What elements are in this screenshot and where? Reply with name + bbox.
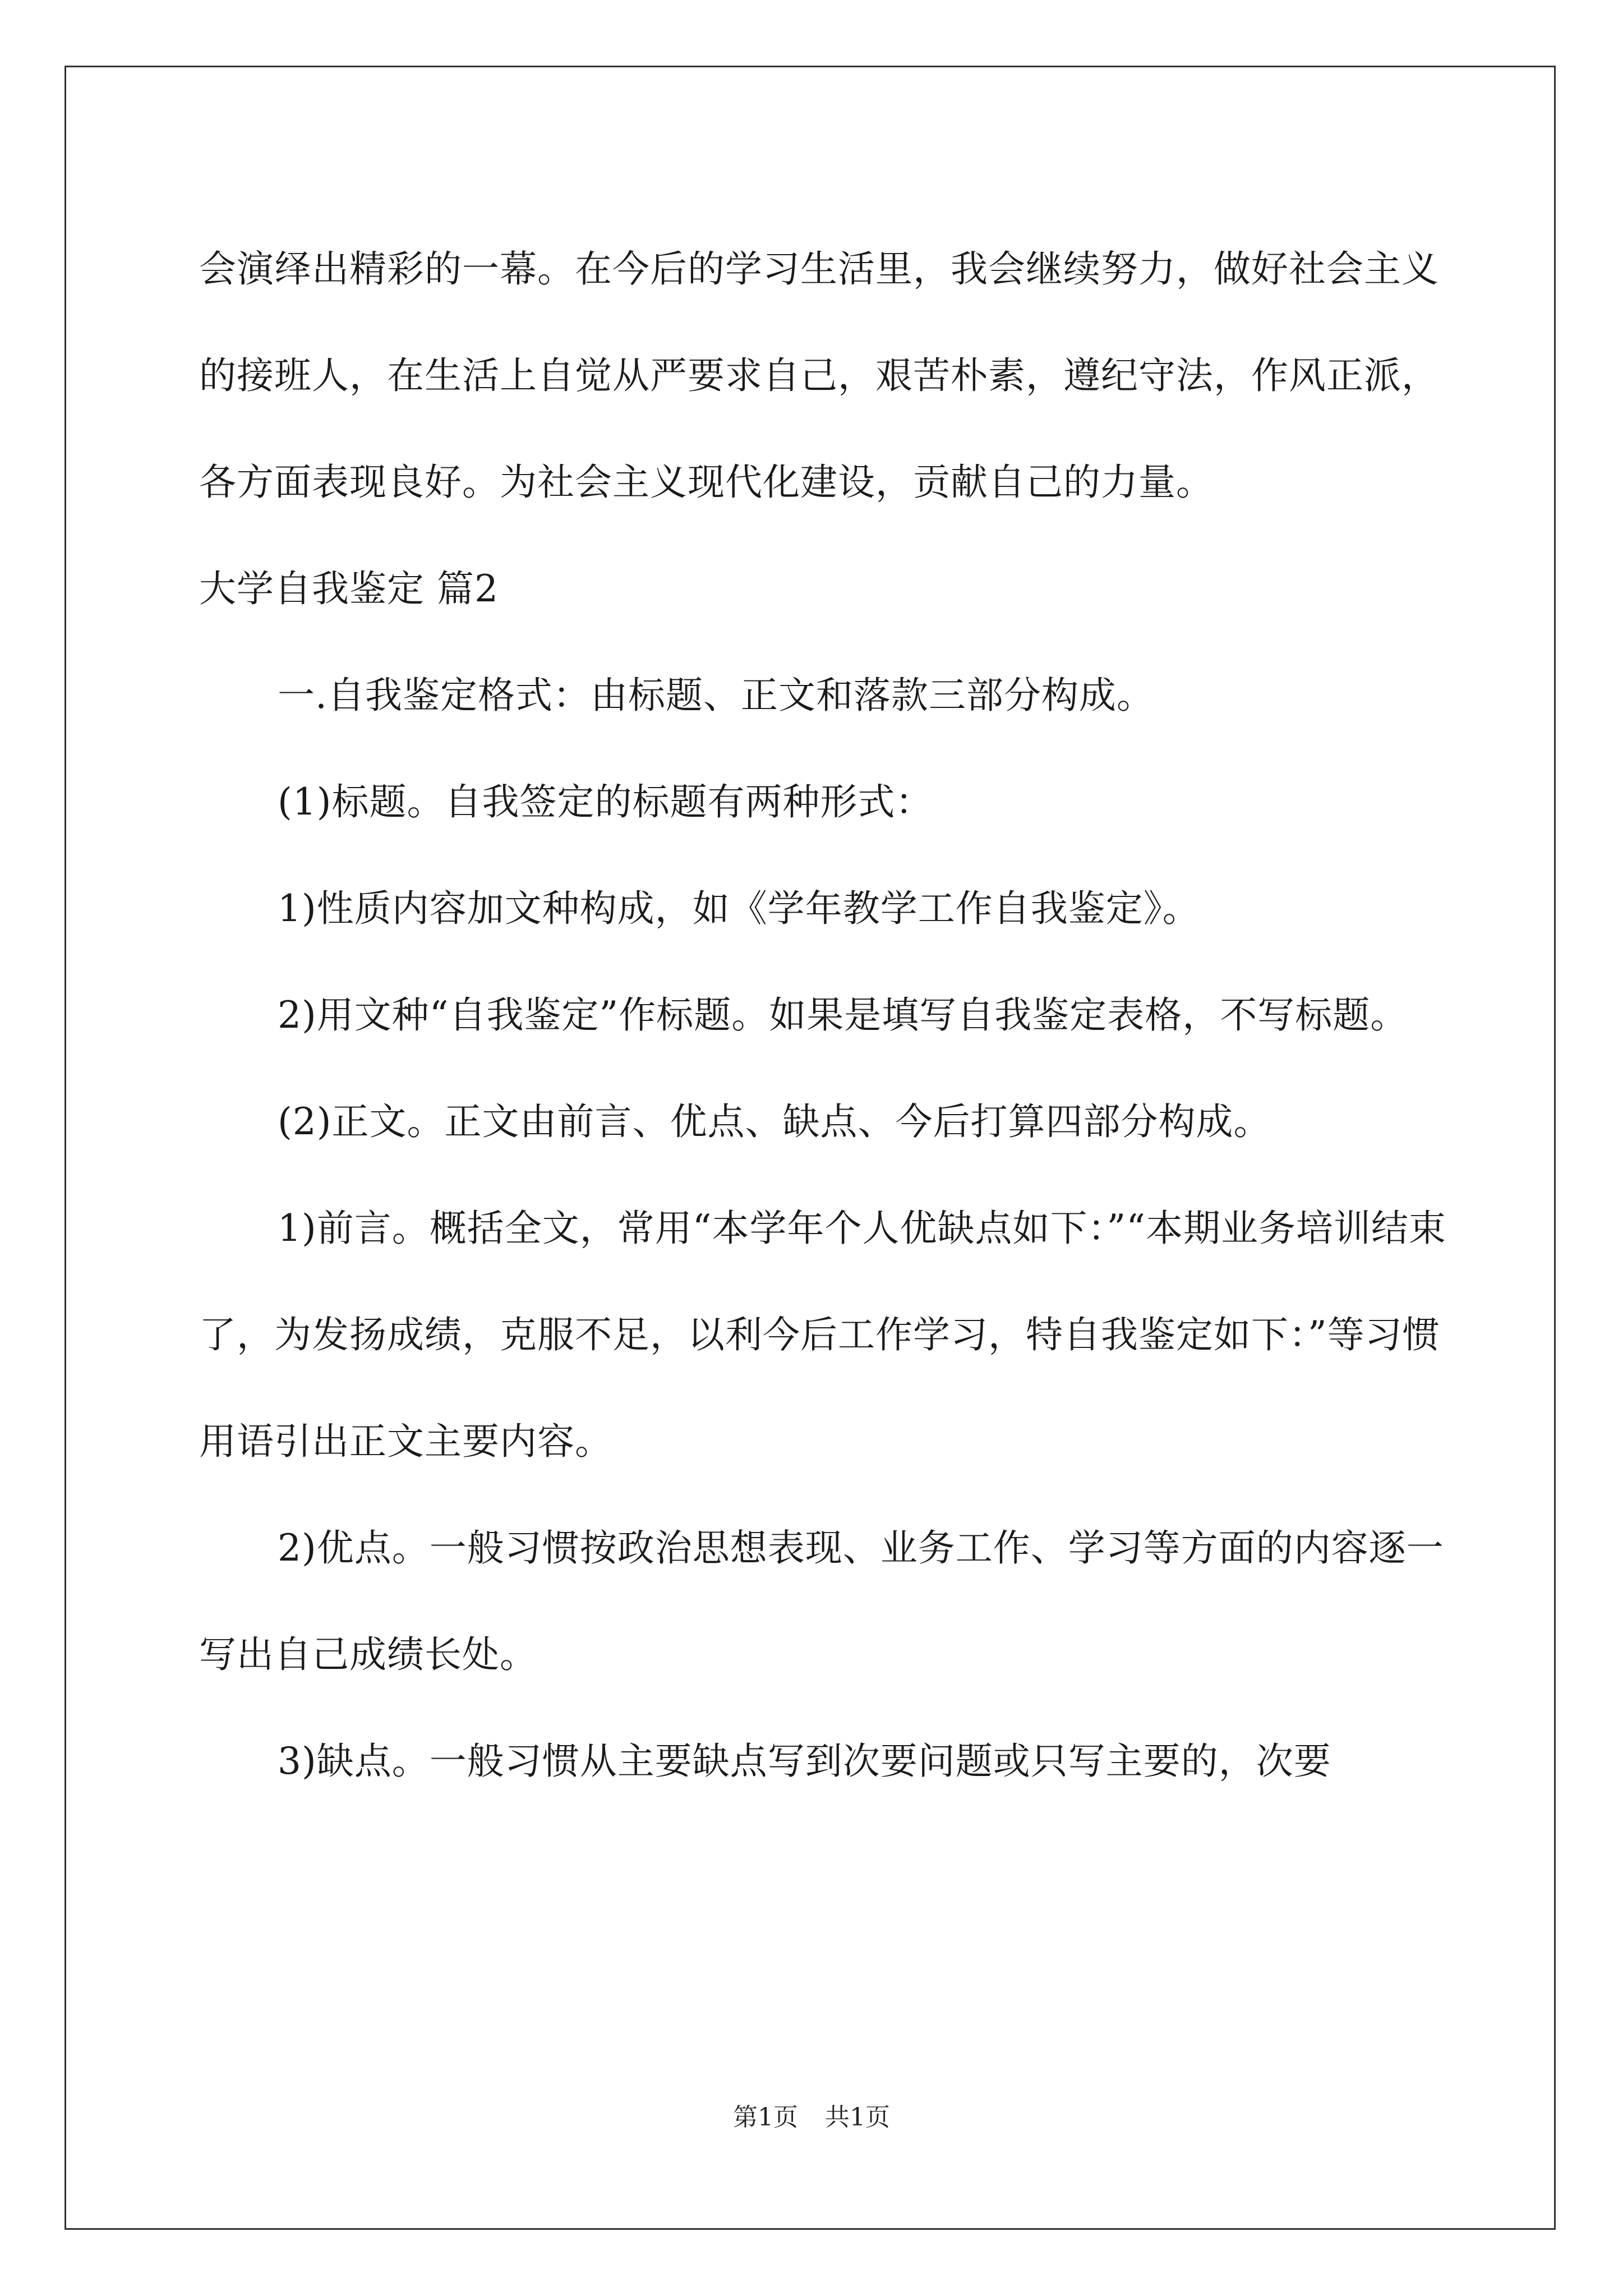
section-heading: 大学自我鉴定 篇2 xyxy=(199,567,499,610)
body-paragraph: (1)标题。自我签定的标题有两种形式： xyxy=(278,780,933,823)
body-paragraph: 2)优点。一般习惯按政治思想表现、业务工作、学习等方面的内容逐一写出自己成绩长处。 xyxy=(199,1526,1444,1676)
page-number: 第1页 xyxy=(733,2103,798,2132)
body-paragraph: 1)性质内容加文种构成，如《学年教学工作自我鉴定》。 xyxy=(278,887,1200,930)
document-body xyxy=(199,216,1467,1815)
body-paragraph: 3)缺点。一般习惯从主要缺点写到次要问题或只写主要的，次要 xyxy=(278,1740,1331,1783)
page-total: 共1页 xyxy=(825,2103,890,2132)
body-paragraph: 1)前言。概括全文，常用“本学年个人优缺点如下：”“本期业务培训结束了，为发扬成绩，克服不足，以利今后工作学习，特自我鉴定如下：”等习惯用语引出正文主要内容。 xyxy=(199,1207,1446,1463)
page-footer xyxy=(0,2097,1623,2133)
body-paragraph: 2)用文种“自我鉴定”作标题。如果是填写自我鉴定表格，不写标题。 xyxy=(278,993,1408,1037)
body-paragraph: 会演绎出精彩的一幕。在今后的学习生活里，我会继续努力，做好社会主义的接班人，在生活上自觉从严要求自己，艰苦朴素，遵纪守法，作风正派，各方面表现良好。为社会主义现代化建设，贡献自己的力量。 xyxy=(199,247,1439,504)
body-paragraph: (2)正文。正文由前言、优点、缺点、今后打算四部分构成。 xyxy=(278,1100,1271,1143)
body-paragraph: 一.自我鉴定格式：由标题、正文和落款三部分构成。 xyxy=(278,674,1154,717)
